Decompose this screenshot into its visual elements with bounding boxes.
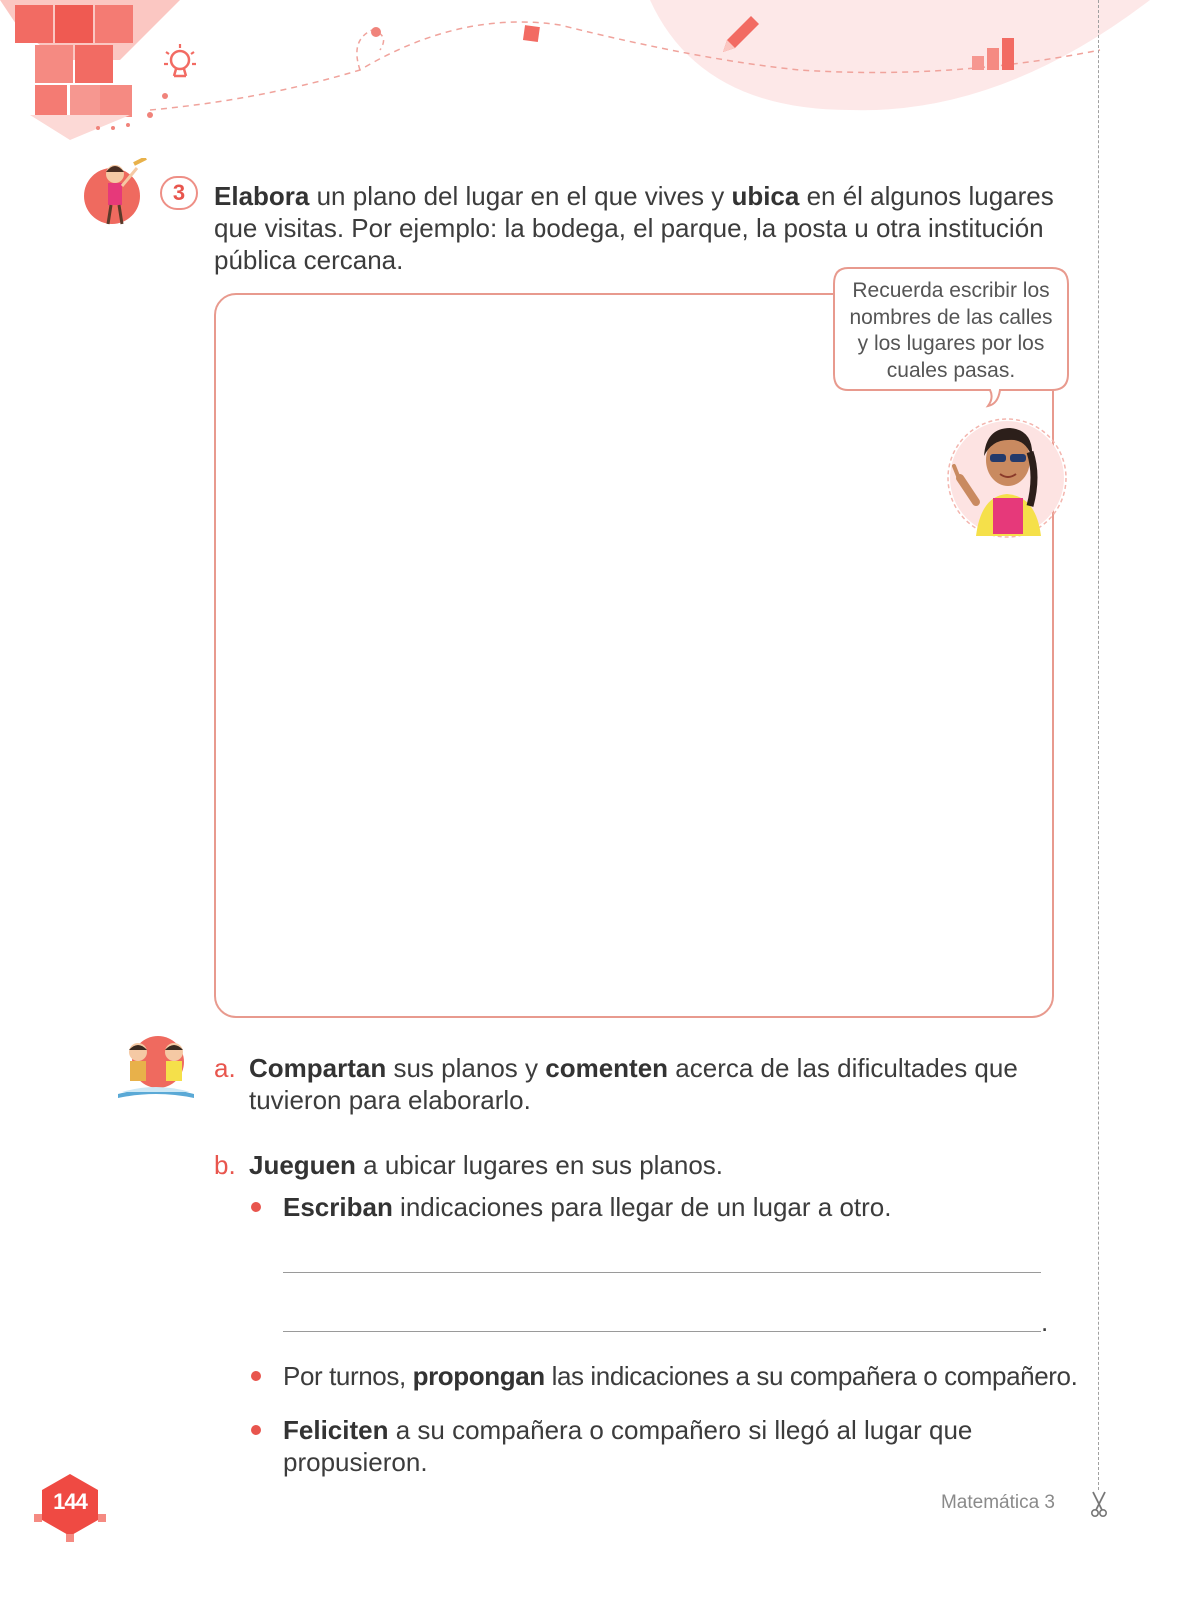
bullet-text: las indicaciones a su compañera o compañero. [544,1361,1078,1391]
bubble-line: cuales pasas. [886,358,1016,382]
bullet-text: Por turnos, [283,1361,413,1391]
bullet-dot [251,1371,261,1381]
item-a-verb-compartan: Compartan [249,1053,387,1083]
item-b-letter: b. [214,1150,236,1180]
girl-with-pencil-avatar [82,158,152,233]
item-a-text: acerca de las dificultades que [668,1053,1018,1083]
instruction-verb-elabora: Elabora [214,181,310,211]
girl-sunglasses-illustration [946,416,1068,542]
pencil-icon [715,12,763,56]
instruction-verb-ubica: ubica [731,181,800,211]
bullet-dot [251,1425,261,1435]
answer-line-2[interactable] [283,1331,1041,1332]
item-a-verb-comenten: comenten [545,1053,669,1083]
bubble-line: nombres de las calles [849,305,1053,329]
bullet-item [283,1360,1083,1392]
activity-number: 3 [172,180,186,205]
instruction-text: un plano del lugar en el que vives y [309,181,732,211]
item-b-verb-jueguen: Jueguen [249,1150,356,1180]
item-b [214,1149,1074,1181]
bar-chart-icon [972,36,1022,74]
lightbulb-icon [160,40,204,84]
scissors-icon [1088,1490,1110,1518]
speech-bubble-text [836,278,1066,384]
bullet-verb-propongan: propongan [412,1361,545,1391]
bullet-text: indicaciones para llegar de un lugar a otro. [392,1192,892,1222]
bullet-verb-feliciten: Feliciten [283,1415,389,1445]
activity-instruction [214,180,1094,276]
answer-line-1[interactable] [283,1272,1041,1273]
bubble-line: y los lugares por los [857,332,1045,355]
page-number: 144 [53,1489,87,1514]
activity-number-badge [160,176,198,210]
item-a-text: sus planos y [386,1053,546,1083]
bullet-verb-escriban: Escriban [283,1192,393,1222]
bullet-text-line: propusieron. [283,1447,428,1477]
instruction-text: en él algunos lugares [799,181,1054,211]
bullet-dot [251,1202,261,1212]
answer-end-period: . [1041,1307,1049,1337]
book-title: Matemática 3 [940,1492,1055,1513]
item-a-line: tuvieron para elaborarlo. [249,1085,531,1115]
two-kids-reading-illustration [114,1034,198,1100]
bullet-text: a su compañera o compañero si llegó al lugar que [388,1415,973,1445]
cubes-decoration [0,0,180,140]
bullet-item [283,1191,1073,1223]
instruction-line: que visitas. Por ejemplo: la bodega, el parque, la posta u otra institución [214,213,1044,243]
item-b-text: a ubicar lugares en sus planos. [355,1150,724,1180]
instruction-line: pública cercana. [214,245,404,275]
cut-line [1098,0,1099,1490]
bubble-line: Recuerda escribir los [852,279,1050,302]
item-a [214,1052,1074,1116]
bullet-item [283,1414,1073,1478]
item-a-letter: a. [214,1053,236,1083]
